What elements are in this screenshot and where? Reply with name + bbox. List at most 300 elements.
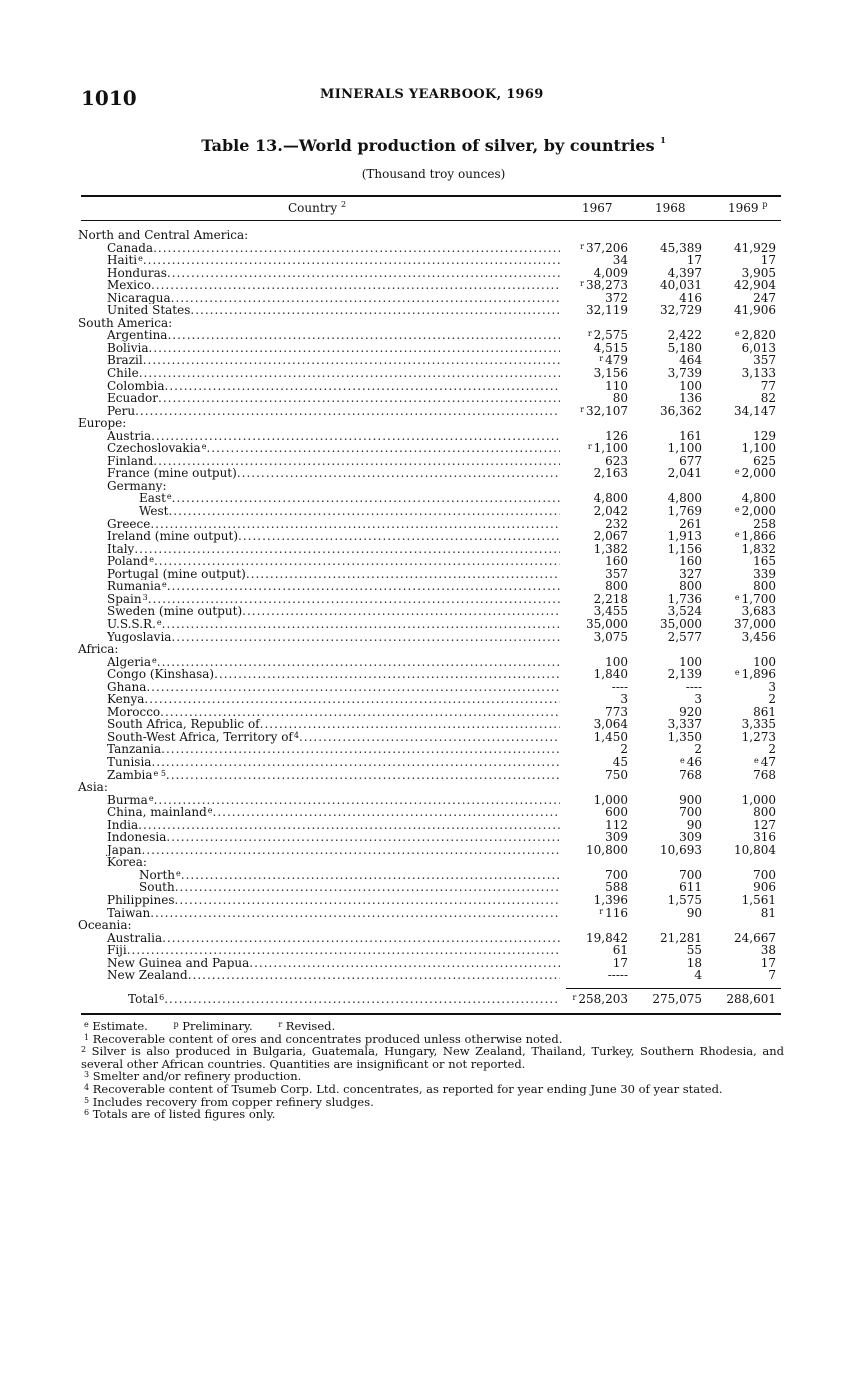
total-row xyxy=(0,993,867,1006)
value-1969-number: 2,820 xyxy=(741,328,776,343)
footnote-6-mark: 6 xyxy=(84,1108,90,1118)
value-1969-number: 1,866 xyxy=(741,529,776,544)
table-row xyxy=(0,718,867,731)
row-label xyxy=(0,844,560,857)
value-1969-number: 768 xyxy=(753,767,776,782)
table-row xyxy=(0,618,867,631)
value-1968-number: 700 xyxy=(679,867,702,882)
row-label xyxy=(0,329,560,342)
value-1967-number: 45 xyxy=(612,754,628,769)
value-1967-number: 37,206 xyxy=(586,240,628,255)
value-1968-number: 700 xyxy=(679,805,702,820)
row-label-text: Finland xyxy=(107,454,154,468)
value-1967 xyxy=(566,731,628,744)
page-number: 1010 xyxy=(81,86,137,110)
value-1969-number: 17 xyxy=(760,955,776,970)
value-1967-flag: r xyxy=(599,906,604,916)
column-header-1968: 1968 xyxy=(655,201,686,215)
value-1969-number: 3,335 xyxy=(741,717,776,732)
row-label xyxy=(0,380,560,393)
row-label xyxy=(0,405,560,418)
value-1967-number: 17 xyxy=(612,955,628,970)
value-1968 xyxy=(640,467,702,480)
row-label xyxy=(0,643,560,656)
table-row xyxy=(0,969,867,982)
row-label-mark: e xyxy=(207,806,213,816)
value-1969-number: 316 xyxy=(753,830,776,845)
row-label xyxy=(0,605,560,618)
table-row xyxy=(0,467,867,480)
value-1967-number: 32,107 xyxy=(586,403,628,418)
table-row xyxy=(0,254,867,267)
total-1968: 275,075 xyxy=(652,992,702,1006)
value-1967-number: 800 xyxy=(605,579,628,594)
value-1968-number: 46 xyxy=(686,754,702,769)
row-label-text: Australia xyxy=(107,931,163,945)
value-1968-number: 309 xyxy=(679,830,702,845)
value-1968-number: 160 xyxy=(679,554,702,569)
row-label-text: Argentina xyxy=(107,329,168,342)
row-label-text: Rumania xyxy=(107,580,162,594)
value-1967-number: 232 xyxy=(605,516,628,531)
value-1969 xyxy=(712,405,776,418)
value-1969-number: 1,561 xyxy=(741,892,776,907)
table-row xyxy=(0,367,867,380)
row-label xyxy=(0,480,560,493)
value-1967-number: 35,000 xyxy=(586,616,628,631)
value-1969-number: 129 xyxy=(753,428,776,443)
value-1967-number: 1,396 xyxy=(593,892,628,907)
value-1969-number: 1,896 xyxy=(741,667,776,682)
value-1968-number: 90 xyxy=(686,817,702,832)
total-1967-flag: r xyxy=(572,993,577,1002)
value-1969-flag: e xyxy=(734,505,740,515)
value-1969-number: 37,000 xyxy=(734,616,776,631)
value-1967-number: 4,009 xyxy=(593,265,628,280)
value-1967-number: 19,842 xyxy=(586,930,628,945)
table-row xyxy=(0,242,867,255)
value-1969-number: 2 xyxy=(768,742,776,757)
table-row xyxy=(0,342,867,355)
value-1967-flag: r xyxy=(599,354,604,364)
table-row xyxy=(0,819,867,832)
row-label xyxy=(0,543,560,556)
value-1968-number: 3,739 xyxy=(667,366,702,381)
row-label-text: France (mine output) xyxy=(107,467,237,480)
row-label xyxy=(0,944,560,957)
value-1967-number: 2 xyxy=(620,742,628,757)
value-1968-number: 4,800 xyxy=(667,491,702,506)
value-1969 xyxy=(712,844,776,857)
row-label xyxy=(0,279,560,292)
table-title-footnote-mark: 1 xyxy=(660,135,666,145)
table-group-header xyxy=(0,856,867,869)
row-label xyxy=(0,932,560,945)
row-label-text: New Guinea and Papua xyxy=(107,956,250,970)
table-row xyxy=(0,844,867,857)
value-1968-number: 1,913 xyxy=(667,529,702,544)
row-label xyxy=(0,342,560,355)
footnotes xyxy=(81,1019,784,1122)
value-1969-number: 906 xyxy=(753,880,776,895)
value-1967-flag: r xyxy=(580,404,584,414)
legend-revised-mark: r xyxy=(278,1020,283,1029)
column-header-1967: 1967 xyxy=(582,201,613,215)
value-1967-number: 773 xyxy=(605,704,628,719)
footnote-4-text: Recoverable content of Tsumeb Corp. Ltd. concentrates, as reported for year ending June 30 of year stated. xyxy=(92,1081,723,1096)
column-header-country xyxy=(288,201,346,215)
table-row xyxy=(0,706,867,719)
table-row xyxy=(0,405,867,418)
row-label-text: West xyxy=(139,505,169,518)
value-1968-number: 464 xyxy=(679,353,702,368)
row-label-text: India xyxy=(107,818,139,832)
row-label-mark: e xyxy=(201,442,207,452)
row-label xyxy=(0,756,560,769)
value-1967-number: 3,455 xyxy=(593,604,628,619)
value-1968-number: 3,524 xyxy=(667,604,702,619)
value-1969-number: 10,804 xyxy=(734,842,776,857)
row-label-text: U.S.S.R. xyxy=(107,617,156,631)
footnote-6-text: Totals are of listed figures only. xyxy=(92,1107,276,1122)
value-1969-number: 258 xyxy=(753,516,776,531)
value-1969-number: 17 xyxy=(760,253,776,268)
value-1969-number: 700 xyxy=(753,867,776,882)
value-1968-number: 18 xyxy=(686,955,702,970)
row-label-text: North xyxy=(139,868,176,882)
value-1967-number: 1,100 xyxy=(593,441,628,456)
value-1968-number: 32,729 xyxy=(660,303,702,318)
value-1968-number: 1,575 xyxy=(667,892,702,907)
running-title: MINERALS YEARBOOK, 1969 xyxy=(320,87,544,102)
value-1968-number: 611 xyxy=(679,880,702,895)
value-1969-number: 165 xyxy=(753,554,776,569)
value-1969-number: 3,456 xyxy=(741,629,776,644)
legend-estimate-mark: e xyxy=(84,1020,89,1029)
row-label xyxy=(0,831,560,844)
value-1968-number: 1,156 xyxy=(667,541,702,556)
legend-estimate-text: Estimate. xyxy=(92,1019,148,1033)
value-1969-number: 3,905 xyxy=(741,265,776,280)
row-label-text: Yugoslavia xyxy=(107,630,172,644)
value-1969-number: 41,929 xyxy=(734,240,776,255)
table-group-header xyxy=(0,480,867,493)
value-1967-number: 1,450 xyxy=(593,729,628,744)
legend-preliminary-mark: p xyxy=(173,1020,179,1029)
value-1969-number: 800 xyxy=(753,805,776,820)
row-label-text: Portugal (mine output) xyxy=(107,567,246,581)
table-row xyxy=(0,593,867,606)
row-label-text: Canada xyxy=(107,241,154,255)
row-label xyxy=(0,706,560,719)
value-1969-number: 47 xyxy=(760,754,776,769)
value-1968-number: 100 xyxy=(679,378,702,393)
row-label xyxy=(0,919,560,932)
row-label xyxy=(0,392,560,405)
value-1969-number: 41,906 xyxy=(734,303,776,318)
row-label xyxy=(0,430,560,443)
row-label-text: Europe: xyxy=(78,417,127,430)
value-1968 xyxy=(640,844,702,857)
value-1967 xyxy=(566,631,628,644)
row-label-text: Haiti xyxy=(107,254,138,268)
value-1969-number: 34,147 xyxy=(734,403,776,418)
value-1969-flag: e xyxy=(734,467,740,477)
value-1969-number: 1,100 xyxy=(741,441,776,456)
value-1969-number: 24,667 xyxy=(734,930,776,945)
value-1969-flag: e xyxy=(734,329,740,339)
row-label-text: Indonesia xyxy=(107,831,167,844)
value-1968-number: 920 xyxy=(679,704,702,719)
table-row xyxy=(0,881,867,894)
row-label xyxy=(0,229,560,242)
value-1969-number: 1,273 xyxy=(741,729,776,744)
total-label-text: Total xyxy=(128,993,159,1006)
value-1968 xyxy=(640,957,702,970)
value-1968-number: 21,281 xyxy=(660,930,702,945)
table-title-text: Table 13.—World production of silver, by countries xyxy=(201,136,655,155)
value-1969-number: 357 xyxy=(753,353,776,368)
value-1967-number: 1,840 xyxy=(593,667,628,682)
row-label-mark: e xyxy=(156,617,162,627)
value-1969-number: 42,904 xyxy=(734,278,776,293)
value-1969-number: 800 xyxy=(753,579,776,594)
table-row xyxy=(0,530,867,543)
value-1967-number: 3 xyxy=(620,692,628,707)
table-row xyxy=(0,731,867,744)
value-1968-number: 327 xyxy=(679,566,702,581)
footnote-1-text: Recoverable content of ores and concentrates produced unless otherwise noted. xyxy=(92,1031,563,1046)
value-1967-flag: r xyxy=(587,329,592,339)
value-1967-number: 3,156 xyxy=(593,366,628,381)
value-1968-number: 3,337 xyxy=(667,717,702,732)
value-1968-number: 161 xyxy=(679,428,702,443)
row-label-text: South America: xyxy=(78,316,173,330)
value-1969-number: 1,000 xyxy=(741,792,776,807)
table-group-header xyxy=(0,317,867,330)
value-1967 xyxy=(566,969,628,982)
table-row xyxy=(0,693,867,706)
value-1967-number: 3,064 xyxy=(593,717,628,732)
value-1969-number: 2 xyxy=(768,692,776,707)
row-label-mark: e 5 xyxy=(153,768,166,778)
value-1967-number: 700 xyxy=(605,867,628,882)
value-1969-number: 3 xyxy=(768,679,776,694)
value-1967-number: 160 xyxy=(605,554,628,569)
row-label xyxy=(0,292,560,305)
row-label-text: Tanzania xyxy=(107,743,162,756)
value-1969-number: 861 xyxy=(753,704,776,719)
total-label xyxy=(0,993,560,1008)
value-1967 xyxy=(566,769,628,782)
table-row xyxy=(0,794,867,807)
value-1969 xyxy=(712,969,776,982)
value-1968 xyxy=(640,405,702,418)
value-1968 xyxy=(640,969,702,982)
row-label-text: New Zealand xyxy=(107,969,188,982)
row-label-text: Korea: xyxy=(107,856,147,869)
value-1967-number: 112 xyxy=(605,817,628,832)
table-subtitle: (Thousand troy ounces) xyxy=(361,167,506,181)
value-1968-number: 416 xyxy=(679,290,702,305)
row-label xyxy=(0,518,560,531)
row-label xyxy=(0,417,560,430)
value-1968-number: 900 xyxy=(679,792,702,807)
row-label xyxy=(0,743,560,756)
value-1968 xyxy=(640,681,702,694)
row-label xyxy=(0,367,560,380)
value-1969 xyxy=(712,769,776,782)
row-label xyxy=(0,894,560,907)
value-1967-number: 750 xyxy=(605,767,628,782)
value-1969-number: 7 xyxy=(768,968,776,983)
row-label xyxy=(0,267,560,280)
row-label xyxy=(0,969,560,982)
total-top-rule xyxy=(566,988,781,989)
row-label xyxy=(0,781,560,794)
value-1969-number: 127 xyxy=(753,817,776,832)
value-1967-number: 479 xyxy=(605,353,628,368)
value-1968 xyxy=(640,631,702,644)
footnote-2 xyxy=(81,1045,784,1070)
table-row xyxy=(0,656,867,669)
value-1967-number: 600 xyxy=(605,805,628,820)
value-1968 xyxy=(640,907,702,920)
table-top-rule xyxy=(81,195,781,197)
table-row xyxy=(0,580,867,593)
value-1969-number: 2,000 xyxy=(741,504,776,519)
footnote-4-mark: 4 xyxy=(84,1082,90,1092)
row-label-text: South-West Africa, Territory of xyxy=(107,730,293,744)
table-row xyxy=(0,769,867,782)
value-1969-flag: e xyxy=(753,755,759,765)
value-1967-number: 34 xyxy=(612,253,628,268)
value-1968-number: 2 xyxy=(694,742,702,757)
table-bottom-rule xyxy=(81,1013,781,1015)
value-1967-flag: r xyxy=(580,241,584,251)
table-row xyxy=(0,455,867,468)
value-1967-number: 623 xyxy=(605,453,628,468)
row-label xyxy=(0,317,560,330)
value-1967-number: ---- xyxy=(611,679,628,694)
value-1968-number: 36,362 xyxy=(660,403,702,418)
row-label xyxy=(0,631,560,644)
value-1968-number: 5,180 xyxy=(667,340,702,355)
row-label xyxy=(0,693,560,706)
row-label xyxy=(0,530,560,543)
value-1967 xyxy=(566,304,628,317)
value-1968-number: 40,031 xyxy=(660,278,702,293)
total-1967-value: 258,203 xyxy=(578,992,628,1006)
row-label xyxy=(0,856,560,869)
row-label xyxy=(0,568,560,581)
row-label xyxy=(0,304,560,317)
row-label xyxy=(0,467,560,480)
value-1969-number: 1,700 xyxy=(741,591,776,606)
value-1969 xyxy=(712,681,776,694)
footnote-6 xyxy=(84,1108,784,1121)
table-row xyxy=(0,492,867,505)
row-label-text: Morocco xyxy=(107,705,161,719)
value-1967-number: 4,800 xyxy=(593,491,628,506)
row-label-text: Bolivia xyxy=(107,341,149,355)
table-row xyxy=(0,957,867,970)
table-group-header xyxy=(0,417,867,430)
value-1967-number: 126 xyxy=(605,428,628,443)
row-label xyxy=(0,668,560,681)
table-title xyxy=(0,136,867,155)
value-1969 xyxy=(712,304,776,317)
value-1968-number: 2,422 xyxy=(667,328,702,343)
row-label-text: Italy xyxy=(107,542,135,556)
value-1969-number: 1,832 xyxy=(741,541,776,556)
value-1967-number: 38,273 xyxy=(586,278,628,293)
value-1969-number: 4,800 xyxy=(741,491,776,506)
value-1969-number: 339 xyxy=(753,566,776,581)
value-1967-number: 116 xyxy=(605,905,628,920)
value-1968-number: 2,139 xyxy=(667,667,702,682)
value-1967-number: 309 xyxy=(605,830,628,845)
value-1968-number: 4,397 xyxy=(667,265,702,280)
row-label-text: Tunisia xyxy=(107,755,152,769)
value-1967-flag: r xyxy=(580,279,584,289)
value-1967-number: 80 xyxy=(612,391,628,406)
column-header-1969 xyxy=(728,201,768,215)
value-1968-number: 90 xyxy=(686,905,702,920)
row-label xyxy=(0,681,560,694)
value-1969-number: 82 xyxy=(760,391,776,406)
total-1969: 288,601 xyxy=(726,992,776,1006)
value-1968-number: 1,769 xyxy=(667,504,702,519)
value-1969-flag: e xyxy=(734,530,740,540)
value-1968-number: 136 xyxy=(679,391,702,406)
table-row xyxy=(0,430,867,443)
row-label-mark: e xyxy=(149,555,154,565)
legend-revised-text: Revised. xyxy=(285,1019,336,1033)
row-label-text: Japan xyxy=(107,843,142,857)
value-1969 xyxy=(712,907,776,920)
row-label-text: Ireland (mine output) xyxy=(107,530,239,543)
value-1968-number: 1,100 xyxy=(667,441,702,456)
table-row xyxy=(0,894,867,907)
row-label xyxy=(0,242,560,255)
table-row xyxy=(0,944,867,957)
row-label-mark: e xyxy=(148,793,154,803)
row-label-text: Czechoslovakia xyxy=(107,442,201,456)
value-1969-number: 38 xyxy=(760,943,776,958)
value-1968-number: 3 xyxy=(694,692,702,707)
table-row xyxy=(0,279,867,292)
table-row xyxy=(0,304,867,317)
value-1968-number: 768 xyxy=(679,767,702,782)
row-label-text: Honduras xyxy=(107,266,167,280)
value-1967-number: 2,067 xyxy=(593,529,628,544)
row-label-mark: e xyxy=(138,254,143,264)
row-label-text: Burma xyxy=(107,793,148,807)
value-1967 xyxy=(566,467,628,480)
value-1968-number: 10,693 xyxy=(660,842,702,857)
row-label-text: South xyxy=(139,881,175,894)
value-1968-number: 677 xyxy=(679,453,702,468)
row-label-text: Kenya xyxy=(107,693,145,706)
value-1967-number: 588 xyxy=(605,880,628,895)
table-group-header xyxy=(0,781,867,794)
row-label-mark: 4 xyxy=(293,730,299,740)
value-1969-number: 81 xyxy=(760,905,776,920)
row-label-mark: e xyxy=(176,868,181,878)
row-label-text: Oceania: xyxy=(78,919,132,932)
value-1968 xyxy=(640,731,702,744)
